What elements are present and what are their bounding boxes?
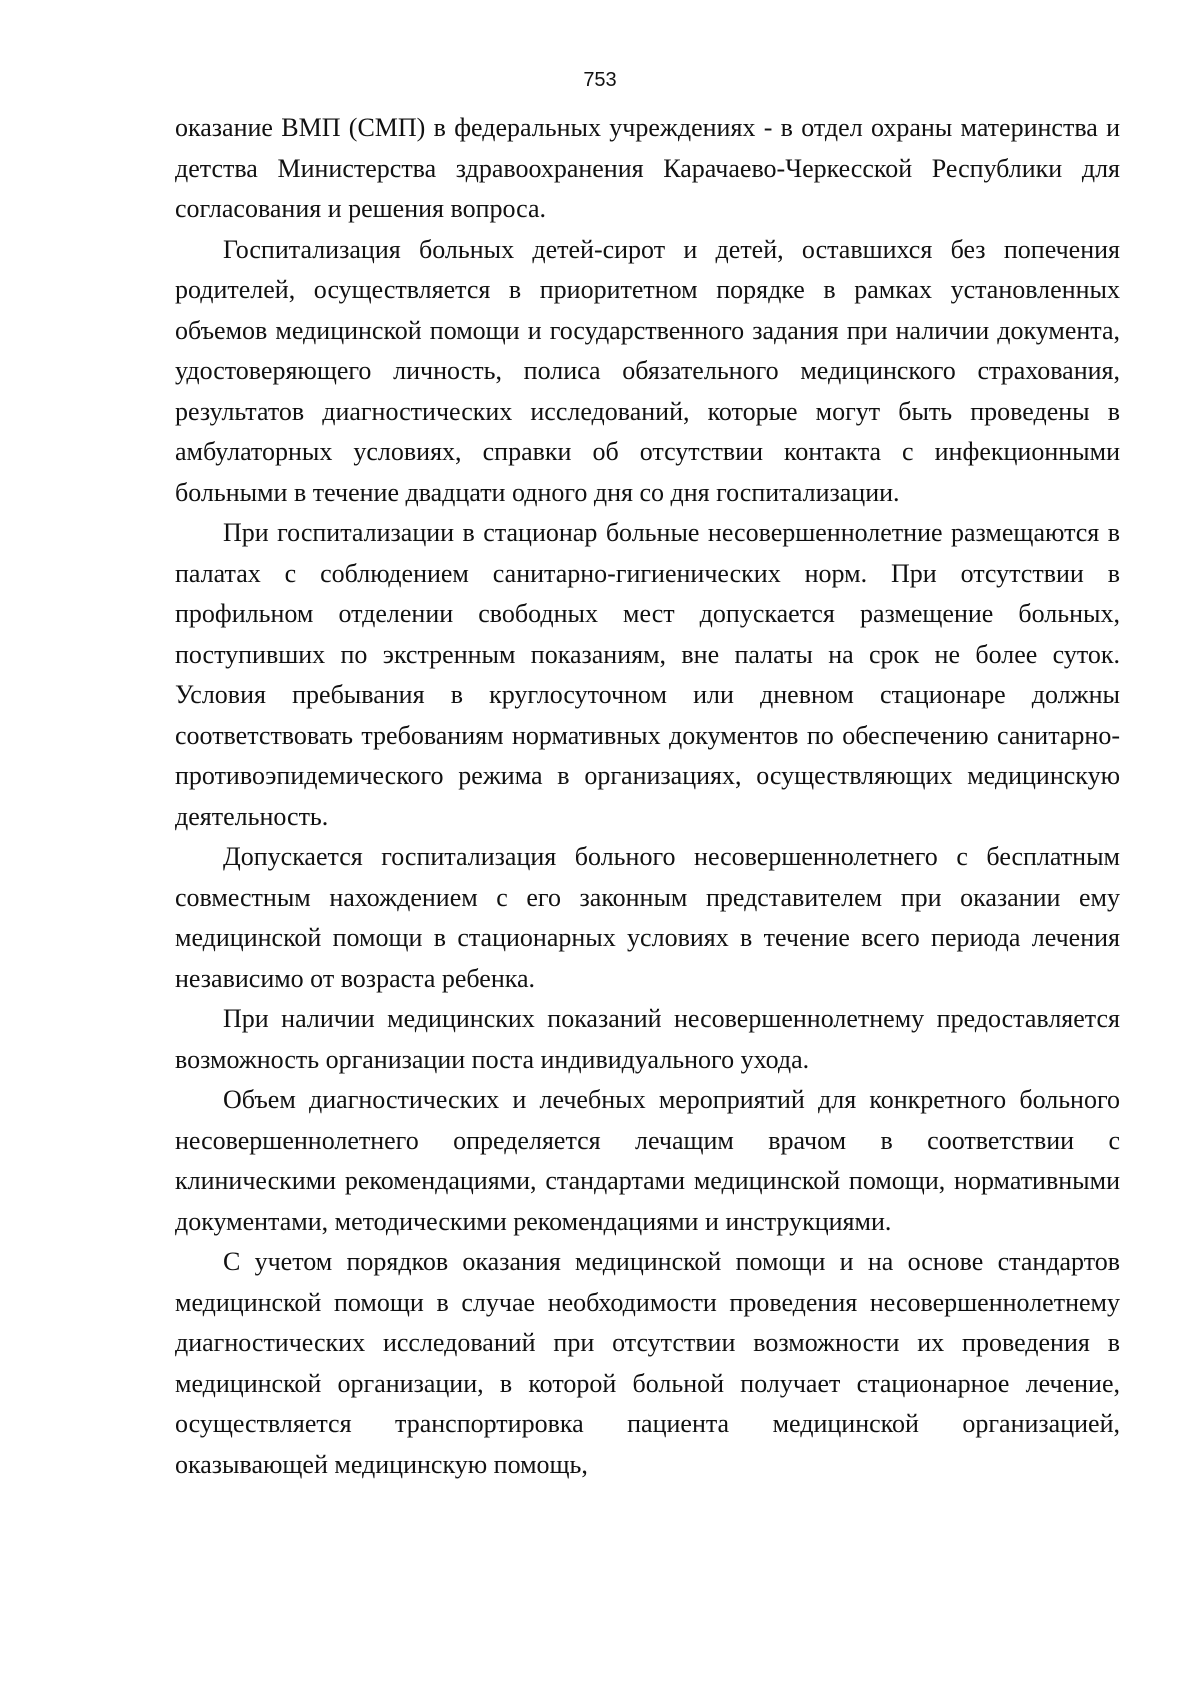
paragraph-joint-stay: Допускается госпитализация больного несовершеннолетнего с бесплатным совместным нахождением с его законным представителем при оказании ему медицинской помощи в стационарных условиях в течение всего периода лечения независимо от возраста ребенка. bbox=[175, 842, 1120, 993]
paragraph-continuation: оказание ВМП (СМП) в федеральных учреждениях - в отдел охраны материнства и детства Министерства здравоохранения Карачаево-Черкесской Республики для согласования и решения вопроса. bbox=[175, 113, 1120, 223]
paragraph-orphan-hospitalization: Госпитализация больных детей-сирот и детей, оставшихся без попечения родителей, осуществляется в приоритетном порядке в рамках установленных объемов медицинской помощи и государственного задания при наличии документа, удостоверяющего личность, полиса обязательного медицинского страхования, результатов диагностических исследований, которые могут быть проведены в амбулаторных условиях, справки об отсутствии контакта с инфекционными больными в течение двадцати одного дня со дня госпитализации. bbox=[175, 234, 1120, 507]
paragraph-individual-care: При наличии медицинских показаний несовершеннолетнему предоставляется возможность организации поста индивидуального ухода. bbox=[175, 1004, 1120, 1074]
paragraph-ward-placement: При госпитализации в стационар больные несовершеннолетние размещаются в палатах с соблюдением санитарно-гигиенических норм. При отсутствии в профильном отделении свободных мест допускается размещение больных, поступивших по экстренным показаниям, вне палаты на срок не более суток. Условия пребывания в круглосуточном или дневном стационаре должны соответствовать требованиям нормативных документов по обеспечению санитарно-противоэпидемического режима в организациях, осуществляющих медицинскую деятельность. bbox=[175, 518, 1120, 831]
page-number: 753 bbox=[583, 69, 617, 91]
paragraph-transport: С учетом порядков оказания медицинской помощи и на основе стандартов медицинской помощи в случае необходимости проведения несовершеннолетнему диагностических исследований при отсутствии возможности их проведения в медицинской организации, в которой больной получает стационарное лечение, осуществляется транспортировка пациента медицинской организацией, оказывающей медицинскую помощь, bbox=[175, 1247, 1120, 1479]
document-body bbox=[175, 108, 1120, 1485]
paragraph-diagnostic-scope: Объем диагностических и лечебных мероприятий для конкретного больного несовершеннолетнего определяется лечащим врачом в соответствии с клиническими рекомендациями, стандартами медицинской помощи, нормативными документами, методическими рекомендациями и инструкциями. bbox=[175, 1085, 1120, 1236]
